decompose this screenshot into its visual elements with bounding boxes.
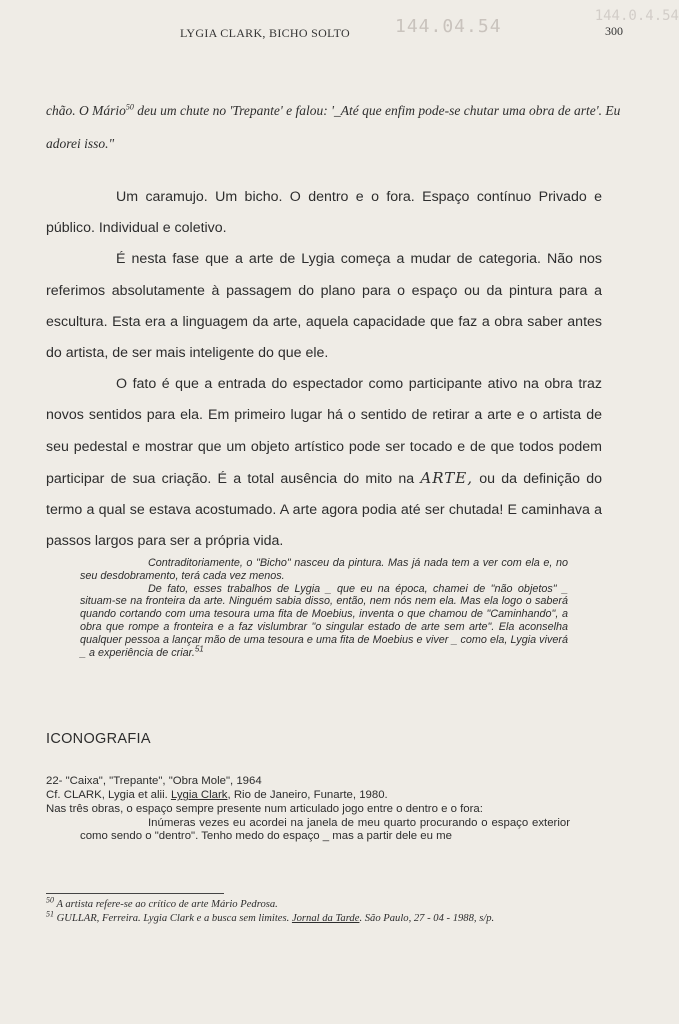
iconografia-quote: Inúmeras vezes eu acordei na janela de meu quarto procurando o espaço exterior como sendo o "dentro". Tenho medo do espaço _ mas a partir dele eu me — [80, 817, 570, 842]
block-quote-paragraph-2: De fato, esses trabalhos de Lygia _ que eu na época, chamei de "não objetos" _ situam-se na fronteira da arte. Ninguém sabia disso, então, nem nós nem ela. Mas ela logo o saberá quando cortando com uma tesoura uma fita de Moebius, inventa o que chamou de "Caminhando", a obra que rompe a fronteira e a faz vislumbrar "o singular estado de arte sem arte". Ela aconselha qualquer pessoa a lançar mão de uma tesoura e uma fita de Moebius e viver _ como ela, Lygia viverá _ a experiência de criar.$^{51}$ — [80, 582, 568, 659]
footnote-50: $^{50}$ A artista refere-se ao crítico de arte Mário Pedrosa. — [46, 895, 278, 910]
newspaper-title: Jornal da Tarde — [291, 913, 360, 924]
arte-script-word: ARTE, — [420, 468, 473, 487]
iconografia-line-2: Cf. CLARK, Lygia et alii. Lygia Clark, Rio de Janeiro, Funarte, 1980. — [46, 789, 388, 802]
paragraph-1: Um caramujo. Um bicho. O dentro e o fora. Espaço contínuo Privado e público. Individual e coletivo. — [46, 189, 602, 237]
paragraph-3: O fato é que a entrada do espectador como participante ativo na obra traz novos sentidos para ela. Em primeiro lugar há o sentido de retirar a arte e o artista de seu pedestal e mostrar que um objeto artístico pode ser tocado e de que todos podem participar de sua criação. É a total ausência do mito na ARTE, ou da definição do termo a qual se estava acostumado. A arte agora podia até ser chutada! E caminhava a passos largos para ser a própria vida. — [46, 376, 603, 550]
running-head: LYGIA CLARK, BICHO SOLTO — [180, 26, 351, 40]
block-quote — [80, 557, 568, 659]
page-number: 300 — [605, 24, 623, 38]
iconografia-entry — [46, 774, 606, 817]
footnote-ref-51: 51 — [194, 643, 204, 653]
footnote-rule — [46, 893, 224, 894]
archive-stamp: 144.04.54 — [395, 16, 502, 37]
iconografia-line-1: 22- "Caixa", "Trepante", "Obra Mole", 1964 — [46, 775, 262, 787]
page-header — [0, 8, 679, 42]
book-title: Lygia Clark — [170, 789, 228, 802]
body-text — [46, 182, 602, 557]
paragraph-2: É nesta fase que a arte de Lygia começa a mudar de categoria. Não nos referimos absolutamente à passagem do plano para o espaço ou da pintura para a escultura. Esta era a linguagem da arte, aquela capacidade que faz a obra saber antes do artista, de ser mais inteligente do que ele. — [46, 251, 602, 362]
archive-stamp-secondary: 144.0.4.54 — [594, 8, 679, 24]
iconografia-line-3: Nas três obras, o espaço sempre presente num articulado jogo entre o dentro e o fora: — [46, 803, 483, 816]
section-title: ICONOGRAFIA — [46, 731, 151, 747]
footnotes — [46, 895, 636, 926]
opening-quote: chão. O Mário$^{50}$ deu um chute no 'Trepante' e falou: '_Até que enfim pode-se chutar uma obra de arte'. Eu adorei isso." — [46, 102, 621, 151]
footnote-51: $^{51}$ GULLAR, Ferreira. Lygia Clark e a busca sem limites. Jornal da Tarde. São Paulo, 27 - 04 - 1988, s/p. — [46, 909, 495, 924]
footnote-ref-50: 50 — [125, 102, 134, 112]
block-quote-paragraph-1: Contraditoriamente, o "Bicho" nasceu da pintura. Mas já nada tem a ver com ela e, no seu desdobramento, terá cada vez menos. — [80, 557, 568, 582]
